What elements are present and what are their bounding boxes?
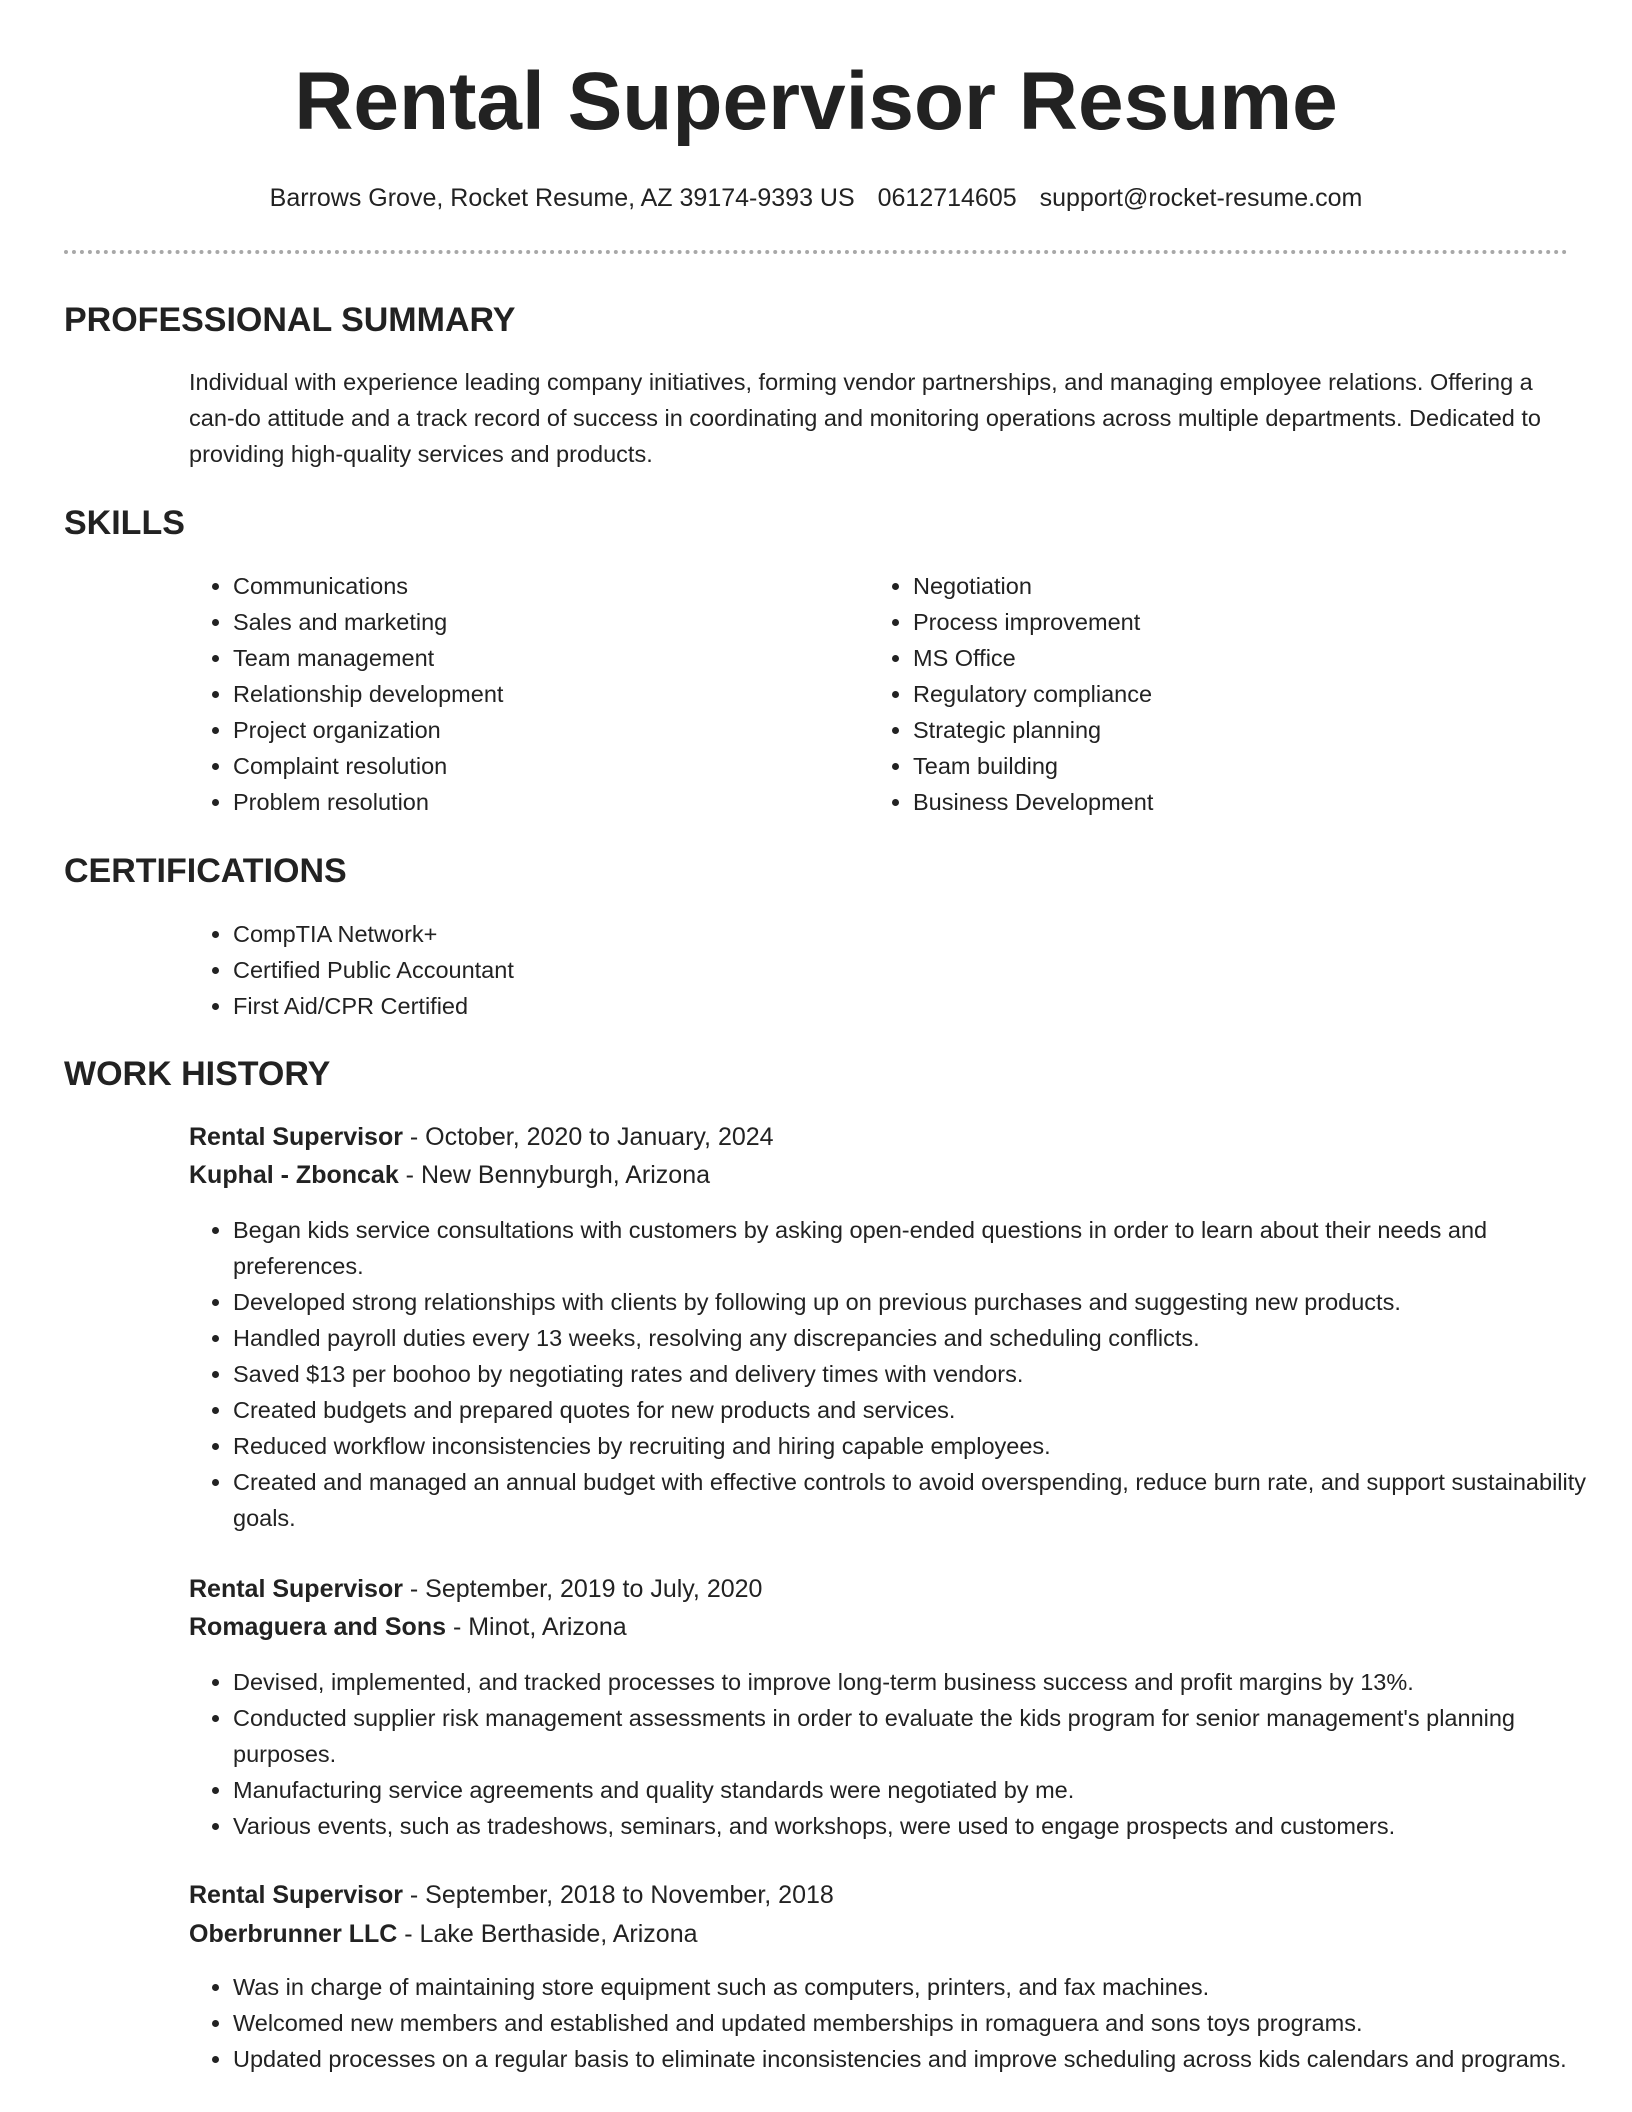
job-dates: - October, 2020 to January, 2024: [402, 1123, 774, 1151]
skill-item: • Regulatory compliance: [913, 676, 1553, 712]
certification-item: • CompTIA Network+: [233, 916, 1133, 952]
contact-address: Barrows Grove, Rocket Resume, AZ 39174-9393 US: [269, 184, 855, 212]
certification-item: • First Aid/CPR Certified: [233, 988, 1133, 1024]
contact-phone: 0612714605: [877, 184, 1017, 212]
skill-item: • Problem resolution: [233, 784, 853, 820]
job-bullet: • Updated processes on a regular basis to eliminate inconsistencies and improve scheduling across kids calendars and programs.: [233, 2041, 1613, 2077]
skills-list-left: [189, 568, 853, 820]
skill-item: • Process improvement: [913, 604, 1553, 640]
job-bullets: [189, 1212, 1613, 1536]
contact-line: [0, 180, 1632, 216]
job-location: - New Bennyburgh, Arizona: [398, 1161, 711, 1189]
skills-list-right: [869, 568, 1553, 820]
job-bullet: • Devised, implemented, and tracked processes to improve long-term business success and profit margins by 13%.: [233, 1664, 1613, 1700]
skill-item: • Complaint resolution: [233, 748, 853, 784]
job-dates: - September, 2019 to July, 2020: [402, 1575, 763, 1603]
certification-item: • Certified Public Accountant: [233, 952, 1133, 988]
job-bullet: • Created and managed an annual budget with effective controls to avoid overspending, reduce burn rate, and support sustainability goals.: [233, 1464, 1613, 1536]
job-dates: - September, 2018 to November, 2018: [402, 1881, 834, 1909]
job-company-line: [189, 1608, 1569, 1646]
resume-title: Rental Supervisor Resume: [294, 56, 1338, 147]
job-bullet: • Was in charge of maintaining store equipment such as computers, printers, and fax machines.: [233, 1969, 1613, 2005]
contact-email[interactable]: support@rocket-resume.com: [1039, 184, 1363, 212]
job-title-line: [189, 1570, 1569, 1608]
job-company-line: [189, 1156, 1569, 1194]
job-bullet: • Handled payroll duties every 13 weeks, resolving any discrepancies and scheduling conflicts.: [233, 1320, 1613, 1356]
job-location: - Lake Berthaside, Arizona: [397, 1920, 698, 1948]
skill-item: • Relationship development: [233, 676, 853, 712]
skill-item: • Project organization: [233, 712, 853, 748]
header-divider: [64, 250, 1568, 254]
job-company: Kuphal - Zboncak: [189, 1161, 399, 1189]
job-title: Rental Supervisor: [189, 1123, 403, 1151]
skill-item: • Team building: [913, 748, 1553, 784]
job-location: - Minot, Arizona: [446, 1613, 627, 1641]
job-bullet: • Welcomed new members and established and updated memberships in romaguera and sons toys programs.: [233, 2005, 1613, 2041]
job-title: Rental Supervisor: [189, 1575, 403, 1603]
job-bullet: • Developed strong relationships with clients by following up on previous purchases and suggesting new products.: [233, 1284, 1613, 1320]
job-company: Romaguera and Sons: [189, 1613, 446, 1641]
job-bullets: [189, 1969, 1613, 2077]
skill-item: • Communications: [233, 568, 853, 604]
job-title: Rental Supervisor: [189, 1881, 403, 1909]
job-bullet: • Began kids service consultations with customers by asking open-ended questions in order to learn about their needs and preferences.: [233, 1212, 1613, 1284]
job-company-line: [189, 1915, 1569, 1953]
job-bullets: [189, 1664, 1613, 1844]
job-bullet: • Conducted supplier risk management assessments in order to evaluate the kids program for senior management's planning purposes.: [233, 1700, 1613, 1772]
skill-item: • Team management: [233, 640, 853, 676]
skill-item: • Negotiation: [913, 568, 1553, 604]
summary-text: Individual with experience leading company initiatives, forming vendor partnerships, and managing employee relations. Offering a can-do attitude and a track record of success in coordinating and monitoring operations across multiple departments. Dedicated to providing high-quality services and products.: [189, 369, 1541, 467]
job-title-line: [189, 1876, 1569, 1914]
summary-heading: PROFESSIONAL SUMMARY: [64, 301, 516, 339]
certifications-heading: CERTIFICATIONS: [64, 852, 347, 890]
skill-item: • Sales and marketing: [233, 604, 853, 640]
work-history-heading: WORK HISTORY: [64, 1055, 331, 1093]
job-bullet: • Created budgets and prepared quotes for new products and services.: [233, 1392, 1613, 1428]
skill-item: • Strategic planning: [913, 712, 1553, 748]
job-bullet: • Reduced workflow inconsistencies by recruiting and hiring capable employees.: [233, 1428, 1613, 1464]
job-bullet: • Various events, such as tradeshows, seminars, and workshops, were used to engage prospects and customers.: [233, 1808, 1613, 1844]
job-bullet: • Saved $13 per boohoo by negotiating rates and delivery times with vendors.: [233, 1356, 1613, 1392]
job-bullet: • Manufacturing service agreements and quality standards were negotiated by me.: [233, 1772, 1613, 1808]
skills-heading: SKILLS: [64, 504, 185, 542]
certifications-list: [189, 916, 1133, 1024]
job-company: Oberbrunner LLC: [189, 1920, 398, 1948]
skill-item: • MS Office: [913, 640, 1553, 676]
job-title-line: [189, 1118, 1569, 1156]
skill-item: • Business Development: [913, 784, 1553, 820]
